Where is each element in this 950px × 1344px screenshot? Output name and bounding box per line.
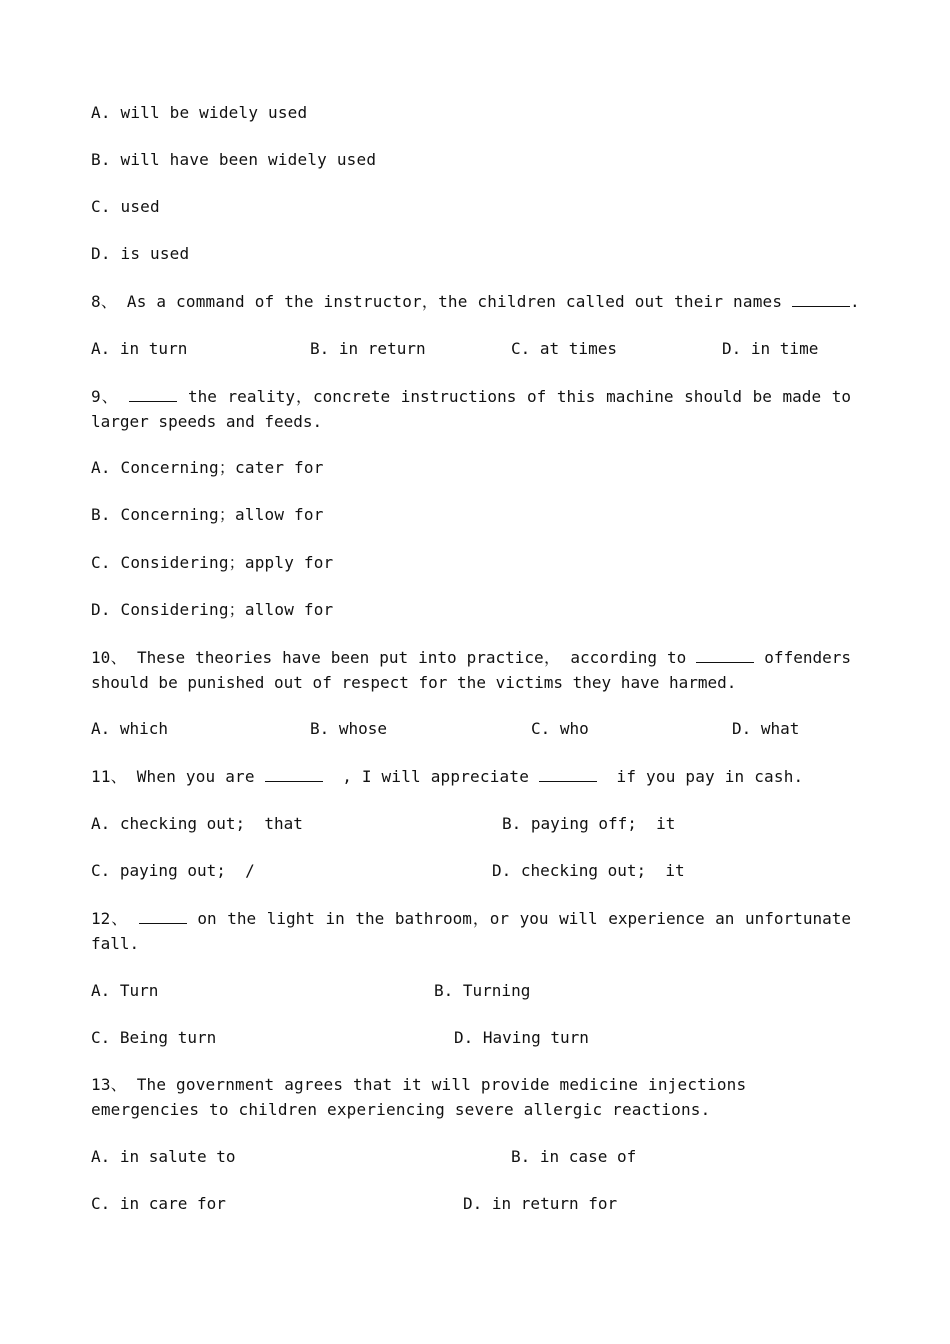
q11-stem-part2: , I will appreciate xyxy=(322,767,539,786)
q11-option-b: B. paying off; it xyxy=(502,814,676,833)
q9-number: 9、 xyxy=(91,387,119,406)
q13-stem-text-1: The government agrees that it will provide medicine injections xyxy=(126,1075,747,1094)
q9-option-b: B. Concerning；allow for xyxy=(91,505,324,524)
q11-stem-part3: if you pay in cash. xyxy=(596,767,804,786)
q8-stem-text: As a command of the instructor，the children called out their names xyxy=(117,292,793,311)
q13-option-b: B. in case of xyxy=(511,1147,637,1166)
q11-answer-blank-2 xyxy=(539,765,597,782)
q8-answer-blank xyxy=(792,290,850,307)
q10-stem-text: These theories have been put into practice， according to xyxy=(126,648,697,667)
q9-option-a: A. Concerning；cater for xyxy=(91,458,324,477)
q13-stem-line2: emergencies to children experiencing severe allergic reactions. xyxy=(91,1100,711,1119)
q12-option-c: C. Being turn xyxy=(91,1028,217,1047)
q11-stem xyxy=(91,764,803,789)
q10-answer-blank xyxy=(696,646,754,663)
q7-option-a: A. will be widely used xyxy=(91,103,308,122)
q12-option-b: B. Turning xyxy=(434,981,531,1000)
q12-number: 12、 xyxy=(91,909,129,928)
q11-option-a: A. checking out; that xyxy=(91,814,303,833)
q11-stem-part1: When you are xyxy=(126,767,265,786)
q12-option-a: A. Turn xyxy=(91,981,159,1000)
q10-stem-end: offenders should be punished out of respect for the victims they have harmed. xyxy=(91,648,851,692)
q9-stem-text: the reality，concrete instructions of this machine should be made to larger speeds and feeds. xyxy=(91,387,851,431)
q9-option-d: D. Considering；allow for xyxy=(91,600,334,619)
q8-option-d: D. in time xyxy=(722,339,819,358)
q8-stem-end: . xyxy=(850,292,860,311)
q13-option-c: C. in care for xyxy=(91,1194,226,1213)
q7-option-b: B. will have been widely used xyxy=(91,150,377,169)
q13-option-d: D. in return for xyxy=(463,1194,618,1213)
q12-option-d: D. Having turn xyxy=(454,1028,589,1047)
q13-option-a: A. in salute to xyxy=(91,1147,236,1166)
q10-number: 10、 xyxy=(91,648,127,667)
q11-number: 11、 xyxy=(91,767,127,786)
q8-stem xyxy=(91,289,860,314)
q8-option-b: B. in return xyxy=(310,339,426,358)
q11-option-d: D. checking out; it xyxy=(492,861,685,880)
q10-option-b: B. whose xyxy=(310,719,388,738)
q12-answer-blank xyxy=(139,907,187,924)
q10-option-a: A. which xyxy=(91,719,169,738)
q10-stem xyxy=(91,645,851,695)
q10-option-d: D. what xyxy=(732,719,800,738)
q7-option-c: C. used xyxy=(91,197,160,216)
q7-option-d: D. is used xyxy=(91,244,190,263)
q8-number: 8、 xyxy=(91,292,118,311)
q11-option-c: C. paying out; / xyxy=(91,861,255,880)
q12-stem xyxy=(91,906,851,956)
q9-option-c: C. Considering；apply for xyxy=(91,553,334,572)
q9-answer-blank xyxy=(129,385,177,402)
q9-stem xyxy=(91,384,851,434)
q10-option-c: C. who xyxy=(531,719,589,738)
q13-stem-line1 xyxy=(91,1072,746,1097)
q12-stem-text: on the light in the bathroom，or you will experience an unfortunate fall. xyxy=(91,909,851,953)
q8-option-a: A. in turn xyxy=(91,339,188,358)
q11-answer-blank-1 xyxy=(265,765,323,782)
q8-option-c: C. at times xyxy=(511,339,617,358)
q13-number: 13、 xyxy=(91,1075,127,1094)
